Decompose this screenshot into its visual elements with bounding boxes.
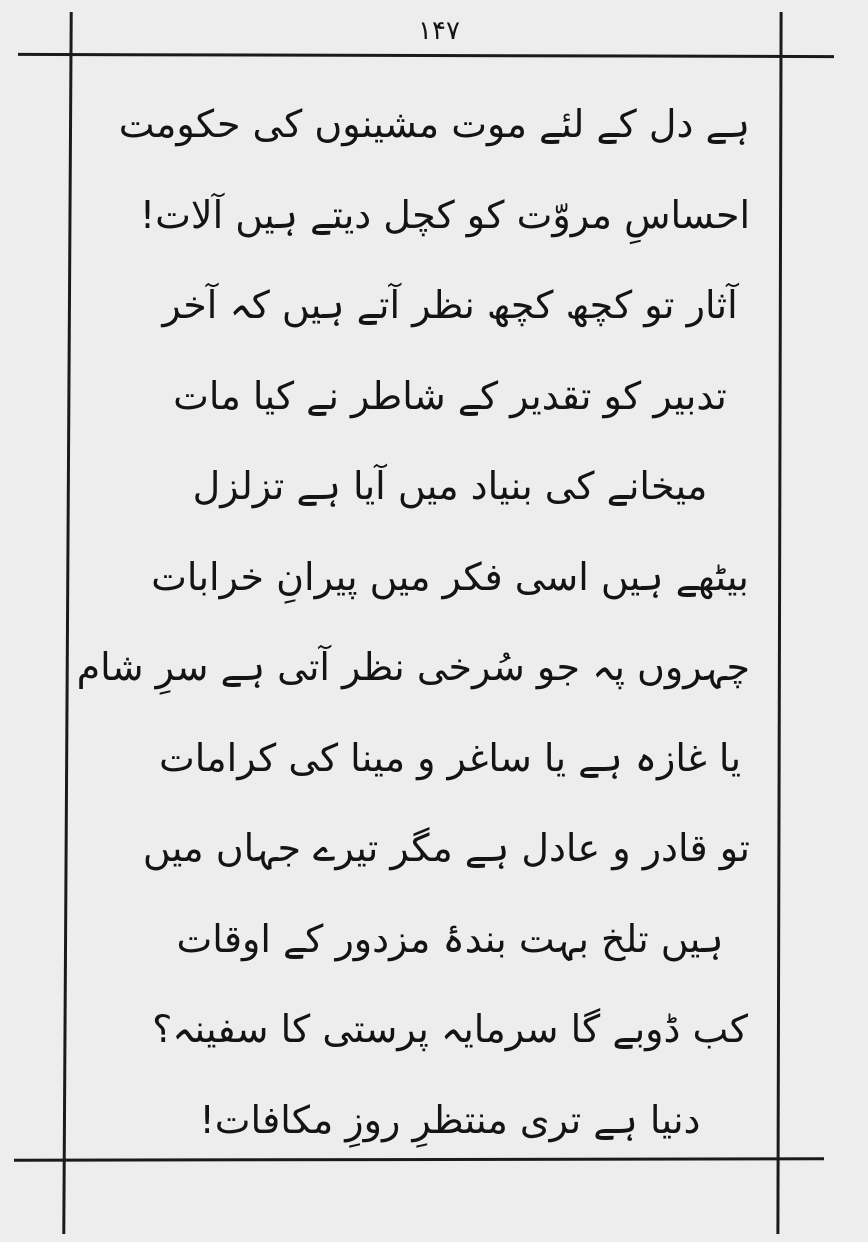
verse-line: ہیں تلخ بہت بندۂ مزدور کے اوقات bbox=[176, 916, 724, 961]
verse-line: میخانے کی بنیاد میں آیا ہے تزلزل bbox=[192, 464, 708, 508]
page-number: ۱۴۷ bbox=[418, 16, 460, 46]
right-border-rule bbox=[776, 12, 782, 1234]
verse-line: احساسِ مروّت کو کچل دیتے ہیں آلات! bbox=[139, 192, 750, 237]
verse-line: تو قادر و عادل ہے مگر تیرے جہاں میں bbox=[142, 826, 750, 870]
left-border-rule bbox=[62, 12, 72, 1234]
verse-line: ہے دل کے لئے موت مشینوں کی حکومت bbox=[118, 102, 750, 146]
verse-line: تدبیر کو تقدیر کے شاطر نے کیا مات bbox=[173, 373, 727, 418]
verse-line: یا غازہ ہے یا ساغر و مینا کی کرامات bbox=[158, 735, 742, 780]
verse-line: بیٹھے ہیں اسی فکر میں پیرانِ خرابات bbox=[151, 554, 749, 599]
top-border-rule bbox=[18, 53, 834, 58]
poem bbox=[76, 88, 750, 1174]
verse-line: کب ڈوبے گا سرمایہ پرستی کا سفینہ؟ bbox=[152, 1007, 748, 1051]
verse-line: آثار تو کچھ کچھ نظر آتے ہیں کہ آخر bbox=[162, 283, 738, 327]
verse-line: دنیا ہے تری منتظرِ روزِ مکافات! bbox=[199, 1097, 701, 1142]
verse-line: چہروں پہ جو سُرخی نظر آتی ہے سرِ شام bbox=[76, 645, 750, 689]
